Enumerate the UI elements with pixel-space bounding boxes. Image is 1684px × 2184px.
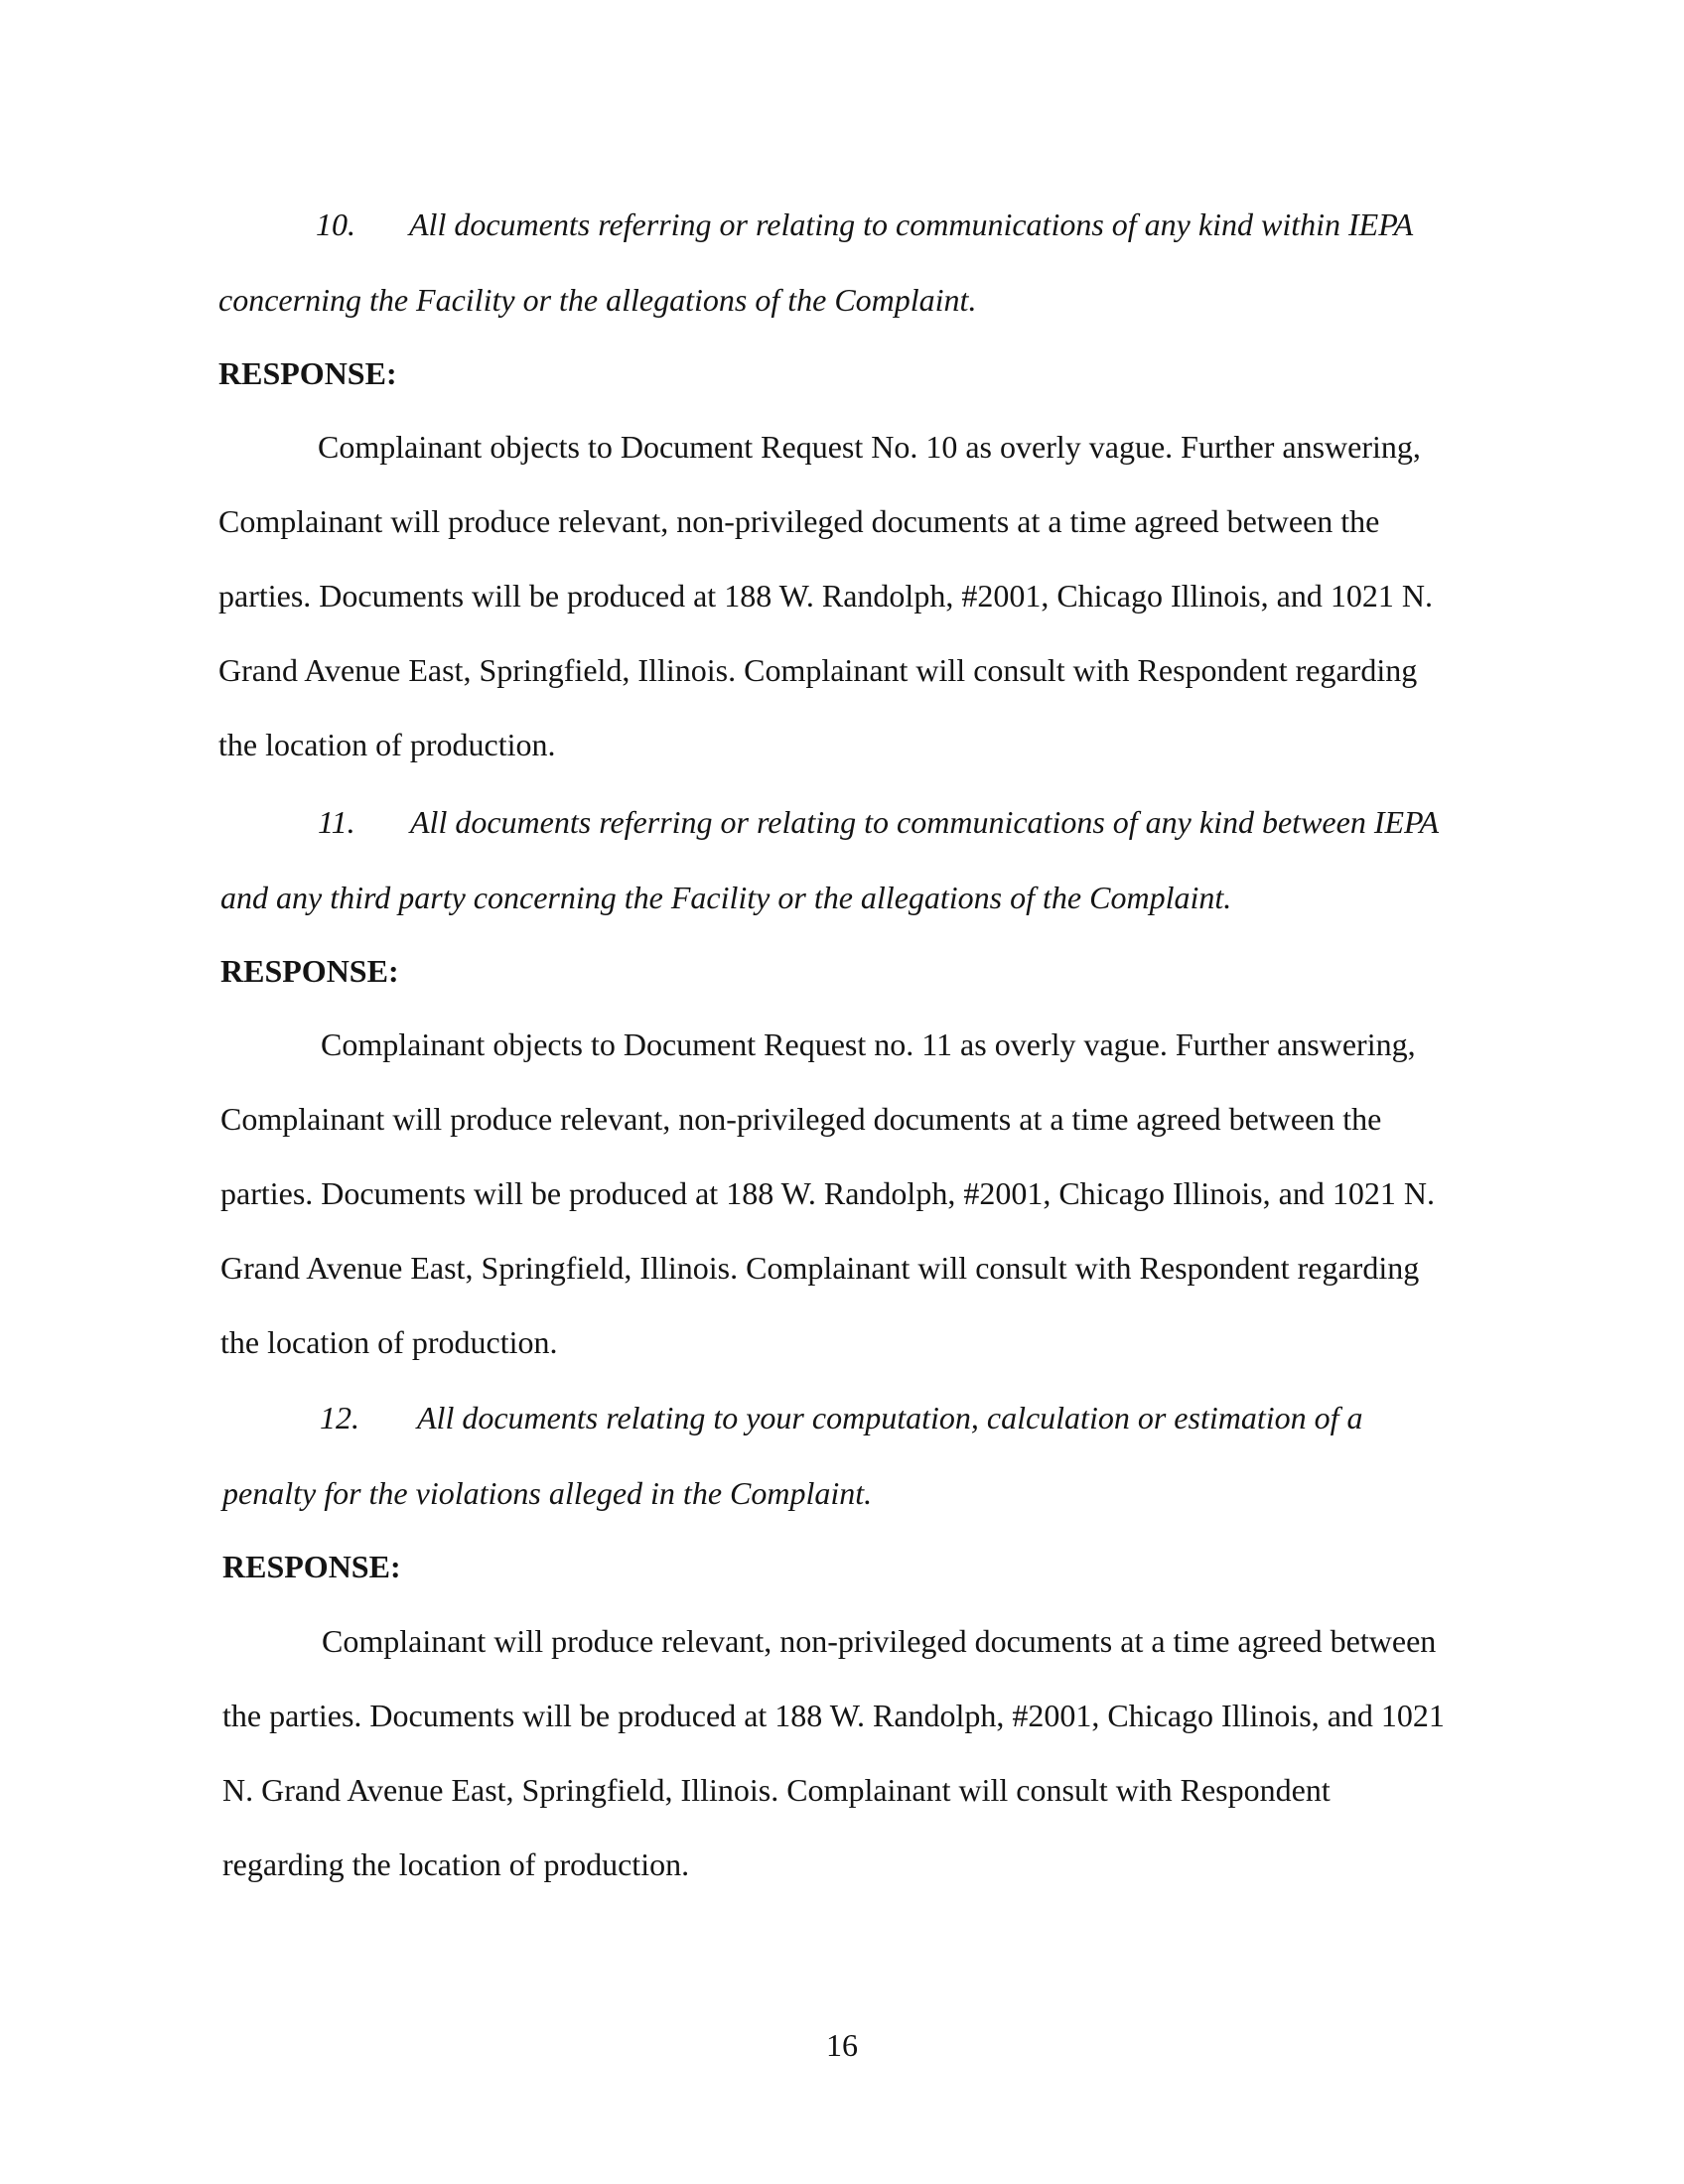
page-number: 16	[826, 2027, 858, 2063]
request-text-line: All documents relating to your computation, calculation or estimation of a	[417, 1400, 1363, 1435]
response-line: Complainant will produce relevant, non-privileged documents at a time agreed between	[322, 1623, 1437, 1659]
response-line: parties. Documents will be produced at 188 W. Randolph, #2001, Chicago Illinois, and 1021 N.	[220, 1175, 1435, 1211]
request-text-line: penalty for the violations alleged in the Complaint.	[222, 1475, 873, 1511]
response-line: Complainant will produce relevant, non-privileged documents at a time agreed between the	[220, 1101, 1382, 1137]
response-line: the location of production.	[218, 727, 556, 762]
response-line: Complainant will produce relevant, non-privileged documents at a time agreed between the	[218, 503, 1380, 539]
response-line: Complainant objects to Document Request no. 11 as overly vague. Further answering,	[321, 1026, 1416, 1062]
response-line: the parties. Documents will be produced at 188 W. Randolph, #2001, Chicago Illinois, and 1021	[222, 1698, 1445, 1733]
request-text-line: All documents referring or relating to communications of any kind between IEPA	[410, 804, 1439, 840]
response-line: Complainant objects to Document Request No. 10 as overly vague. Further answering,	[318, 429, 1421, 465]
request-number: 12.	[320, 1400, 359, 1435]
response-line: the location of production.	[220, 1324, 558, 1360]
request-number: 10.	[316, 206, 355, 242]
request-text-line: All documents referring or relating to communications of any kind within IEPA	[409, 206, 1414, 242]
response-line: N. Grand Avenue East, Springfield, Illinois. Complainant will consult with Respondent	[222, 1772, 1331, 1808]
response-line: Grand Avenue East, Springfield, Illinois. Complainant will consult with Respondent regarding	[220, 1250, 1420, 1286]
response-line: regarding the location of production.	[222, 1846, 690, 1882]
response-heading: RESPONSE:	[220, 953, 399, 989]
request-text-line: and any third party concerning the Facility or the allegations of the Complaint.	[220, 880, 1232, 915]
response-line: Grand Avenue East, Springfield, Illinois. Complainant will consult with Respondent regarding	[218, 652, 1418, 688]
request-text-line: concerning the Facility or the allegations of the Complaint.	[218, 282, 977, 318]
request-number: 11.	[318, 804, 355, 840]
response-heading: RESPONSE:	[218, 355, 397, 391]
response-heading: RESPONSE:	[222, 1549, 401, 1584]
response-line: parties. Documents will be produced at 188 W. Randolph, #2001, Chicago Illinois, and 1021 N.	[218, 578, 1433, 614]
